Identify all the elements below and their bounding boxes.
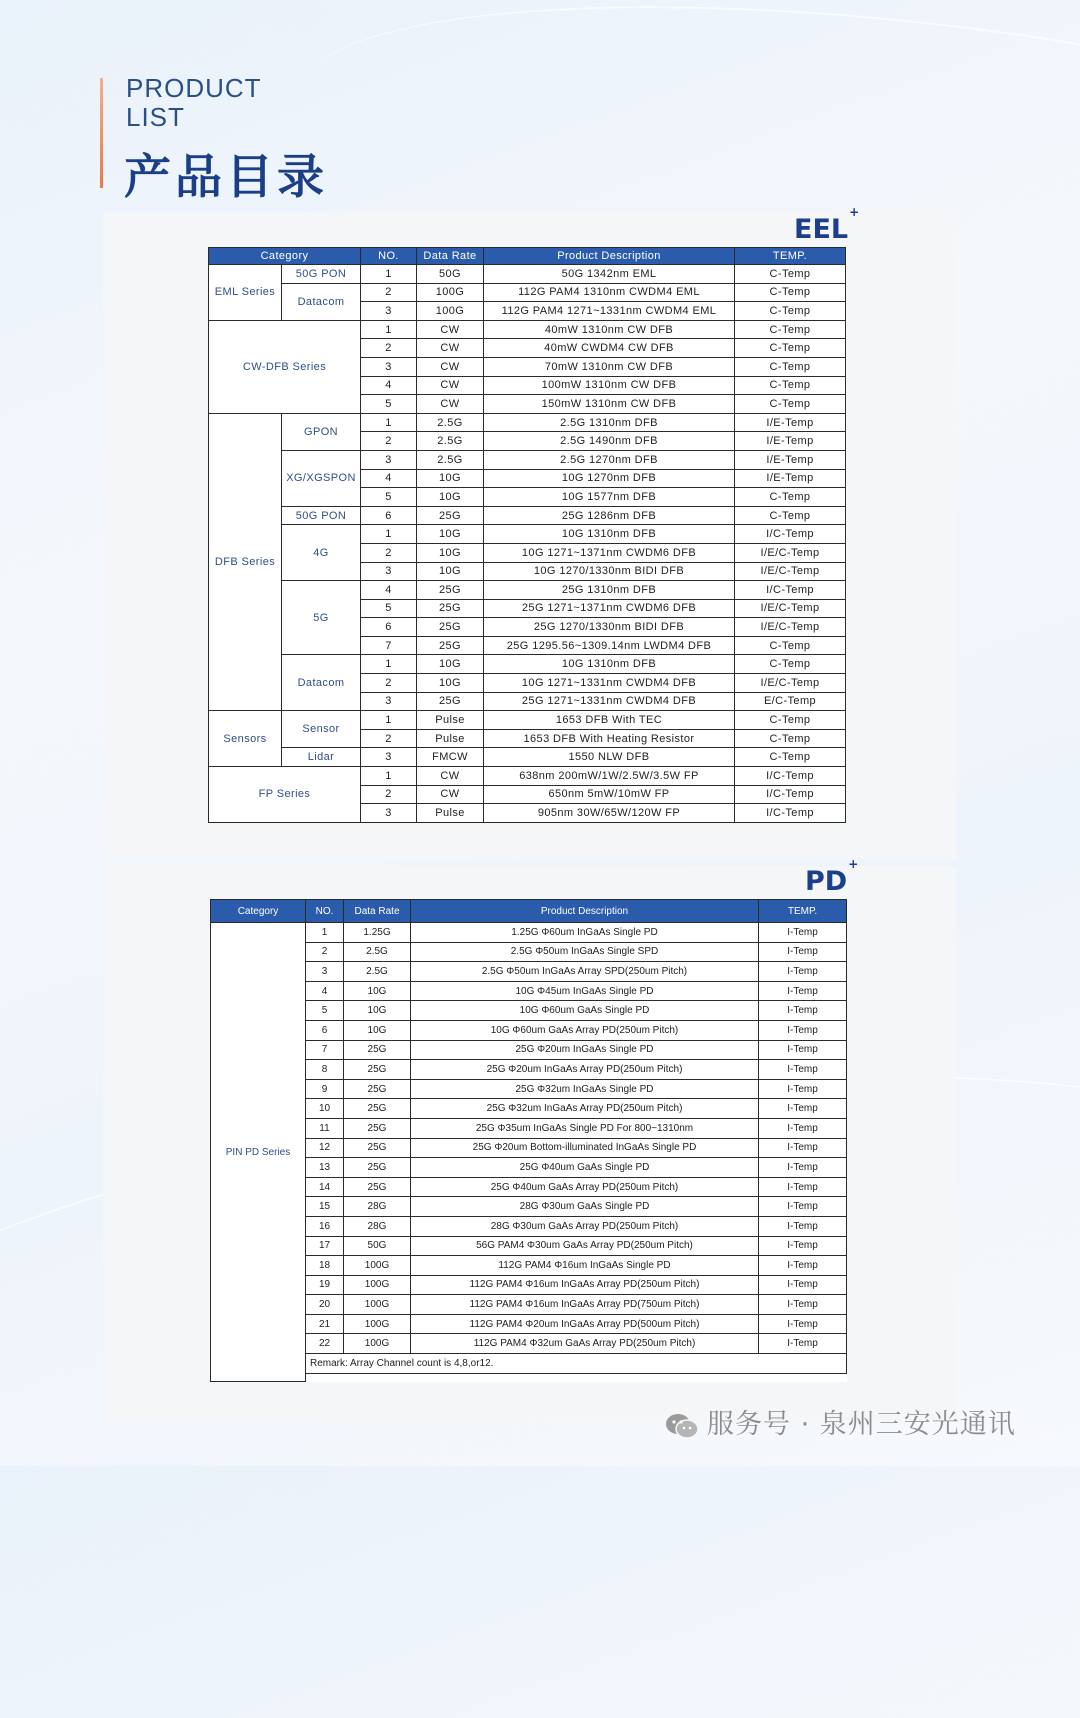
pd-cell-desc: 112G PAM4 Φ16um InGaAs Single PD: [411, 1256, 759, 1276]
pd-cell-no: 9: [306, 1079, 344, 1099]
pd-cell-temp: I-Temp: [759, 1295, 847, 1315]
pd-cell-temp: I-Temp: [759, 1099, 847, 1119]
eel-cell-no: 1: [361, 265, 417, 284]
eel-cell-desc: 10G 1270/1330nm BIDI DFB: [484, 562, 735, 581]
eel-cell-no: 6: [361, 618, 417, 637]
eel-cell-desc: 650nm 5mW/10mW FP: [484, 785, 735, 804]
eel-cell-temp: C-Temp: [735, 655, 846, 674]
eel-cell-temp: C-Temp: [735, 711, 846, 730]
pd-cell-rate: 10G: [344, 1001, 411, 1021]
eel-cell-temp: I/C-Temp: [735, 804, 846, 823]
eel-cell-desc: 10G 1270nm DFB: [484, 469, 735, 488]
eel-cell-temp: C-Temp: [735, 488, 846, 507]
pd-cell-no: 8: [306, 1060, 344, 1080]
pd-table-row: [211, 1197, 847, 1217]
title-en-line1: PRODUCT: [126, 73, 262, 103]
eel-cell-desc: 10G 1310nm DFB: [484, 525, 735, 544]
pd-cell-no: 20: [306, 1295, 344, 1315]
eel-table-row: [209, 413, 846, 432]
pd-spacer-cell: [306, 1373, 847, 1382]
pd-cell-no: 14: [306, 1177, 344, 1197]
pd-cell-rate: 100G: [344, 1334, 411, 1354]
eel-category-datacom2: Datacom: [282, 655, 361, 711]
pd-cell-desc: 25G Φ32um InGaAs Single PD: [411, 1079, 759, 1099]
eel-cell-no: 3: [361, 302, 417, 321]
pd-cell-temp: I-Temp: [759, 981, 847, 1001]
pd-cell-desc: 112G PAM4 Φ20um InGaAs Array PD(500um Pitch): [411, 1314, 759, 1334]
pd-cell-no: 17: [306, 1236, 344, 1256]
eel-cell-temp: I/C-Temp: [735, 581, 846, 600]
eel-cell-no: 5: [361, 599, 417, 618]
eel-cell-desc: 25G 1271~1331nm CWDM4 DFB: [484, 692, 735, 711]
pd-table-row: [211, 1275, 847, 1295]
pd-cell-temp: I-Temp: [759, 942, 847, 962]
pd-cell-temp: I-Temp: [759, 1040, 847, 1060]
pd-cell-desc: 1.25G Φ60um InGaAs Single PD: [411, 923, 759, 943]
eel-category-sensor: Sensor: [282, 711, 361, 748]
eel-header-temp: TEMP.: [735, 248, 846, 265]
pd-table-row: [211, 1079, 847, 1099]
pd-table-row: [211, 1236, 847, 1256]
pd-cell-no: 4: [306, 981, 344, 1001]
pd-table-row: [211, 1020, 847, 1040]
eel-cell-temp: C-Temp: [735, 376, 846, 395]
eel-category-cwdfb: CW-DFB Series: [209, 320, 361, 413]
eel-cell-no: 1: [361, 320, 417, 339]
pd-table-row: [211, 1177, 847, 1197]
pd-cell-desc: 25G Φ35um InGaAs Single PD For 800~1310nm: [411, 1118, 759, 1138]
eel-cell-rate: CW: [417, 320, 484, 339]
pd-cell-no: 22: [306, 1334, 344, 1354]
eel-table-row: [209, 283, 846, 302]
pd-cell-rate: 25G: [344, 1158, 411, 1178]
pd-table-row: [211, 1314, 847, 1334]
eel-cell-temp: I/E/C-Temp: [735, 562, 846, 581]
pd-cell-no: 21: [306, 1314, 344, 1334]
eel-cell-rate: 25G: [417, 599, 484, 618]
eel-cell-temp: C-Temp: [735, 506, 846, 525]
eel-cell-temp: C-Temp: [735, 320, 846, 339]
eel-cell-rate: 2.5G: [417, 450, 484, 469]
eel-cell-no: 2: [361, 674, 417, 693]
eel-cell-rate: 10G: [417, 488, 484, 507]
pd-table-row: [211, 962, 847, 982]
eel-cell-desc: 40mW CWDM4 CW DFB: [484, 339, 735, 358]
eel-category-5g: 5G: [282, 581, 361, 655]
pd-cell-temp: I-Temp: [759, 1314, 847, 1334]
pd-product-table: [210, 899, 847, 1382]
eel-cell-rate: 50G: [417, 265, 484, 284]
eel-header-no: NO.: [361, 248, 417, 265]
eel-logo-plus: +: [849, 205, 860, 219]
pd-cell-rate: 50G: [344, 1236, 411, 1256]
pd-table-row: [211, 1060, 847, 1080]
eel-cell-desc: 25G 1310nm DFB: [484, 581, 735, 600]
pd-table-row: [211, 1040, 847, 1060]
pd-table-row: [211, 923, 847, 943]
eel-header-rate: Data Rate: [417, 248, 484, 265]
pd-cell-rate: 100G: [344, 1314, 411, 1334]
eel-category-datacom: Datacom: [282, 283, 361, 320]
pd-cell-no: 7: [306, 1040, 344, 1060]
eel-cell-temp: I/C-Temp: [735, 767, 846, 786]
pd-cell-rate: 25G: [344, 1079, 411, 1099]
eel-cell-no: 2: [361, 432, 417, 451]
eel-cell-rate: CW: [417, 376, 484, 395]
eel-cell-desc: 2.5G 1490nm DFB: [484, 432, 735, 451]
pd-cell-temp: I-Temp: [759, 1216, 847, 1236]
eel-header-category: Category: [209, 248, 361, 265]
pd-cell-no: 10: [306, 1099, 344, 1119]
eel-cell-temp: I/E/C-Temp: [735, 674, 846, 693]
eel-cell-no: 5: [361, 488, 417, 507]
pd-header-rate: Data Rate: [344, 900, 411, 923]
pd-logo-text: PD: [805, 866, 848, 897]
eel-cell-rate: Pulse: [417, 729, 484, 748]
pd-cell-desc: 112G PAM4 Φ16um InGaAs Array PD(250um Pitch): [411, 1275, 759, 1295]
eel-cell-rate: 10G: [417, 655, 484, 674]
eel-cell-desc: 25G 1271~1371nm CWDM6 DFB: [484, 599, 735, 618]
eel-cell-rate: 10G: [417, 674, 484, 693]
eel-table-row: [209, 581, 846, 600]
eel-cell-desc: 1653 DFB With TEC: [484, 711, 735, 730]
pd-cell-rate: 25G: [344, 1177, 411, 1197]
pd-table-row: [211, 1334, 847, 1354]
pd-cell-desc: 10G Φ60um GaAs Array PD(250um Pitch): [411, 1020, 759, 1040]
eel-cell-no: 4: [361, 469, 417, 488]
pd-table-row: [211, 942, 847, 962]
pd-header-desc: Product Description: [411, 900, 759, 923]
eel-table-row: [209, 655, 846, 674]
eel-category-lidar: Lidar: [282, 748, 361, 767]
pd-table-row: [211, 1295, 847, 1315]
eel-header-desc: Product Description: [484, 248, 735, 265]
eel-cell-no: 5: [361, 395, 417, 414]
eel-cell-temp: C-Temp: [735, 283, 846, 302]
eel-cell-no: 1: [361, 711, 417, 730]
pd-cell-rate: 25G: [344, 1040, 411, 1060]
eel-cell-desc: 150mW 1310nm CW DFB: [484, 395, 735, 414]
eel-cell-temp: I/C-Temp: [735, 785, 846, 804]
pd-cell-rate: 100G: [344, 1256, 411, 1276]
pd-cell-no: 13: [306, 1158, 344, 1178]
eel-cell-no: 6: [361, 506, 417, 525]
eel-cell-no: 4: [361, 376, 417, 395]
pd-cell-desc: 25G Φ20um InGaAs Single PD: [411, 1040, 759, 1060]
pd-cell-no: 2: [306, 942, 344, 962]
eel-cell-rate: 25G: [417, 692, 484, 711]
pd-cell-temp: I-Temp: [759, 1118, 847, 1138]
eel-cell-temp: I/E-Temp: [735, 432, 846, 451]
eel-cell-temp: C-Temp: [735, 339, 846, 358]
pd-cell-rate: 25G: [344, 1099, 411, 1119]
eel-cell-desc: 10G 1271~1371nm CWDM6 DFB: [484, 543, 735, 562]
eel-cell-no: 1: [361, 767, 417, 786]
pd-cell-desc: 25G Φ40um GaAs Single PD: [411, 1158, 759, 1178]
pd-table-row: [211, 1158, 847, 1178]
eel-cell-desc: 40mW 1310nm CW DFB: [484, 320, 735, 339]
pd-cell-rate: 2.5G: [344, 962, 411, 982]
pd-cell-rate: 28G: [344, 1197, 411, 1217]
eel-cell-desc: 10G 1577nm DFB: [484, 488, 735, 507]
pd-cell-temp: I-Temp: [759, 923, 847, 943]
title-en-line2: LIST: [126, 102, 185, 132]
pd-cell-no: 5: [306, 1001, 344, 1021]
eel-cell-no: 2: [361, 729, 417, 748]
eel-cell-rate: FMCW: [417, 748, 484, 767]
pd-cell-desc: 28G Φ30um GaAs Array PD(250um Pitch): [411, 1216, 759, 1236]
pd-cell-no: 16: [306, 1216, 344, 1236]
eel-category-eml: EML Series: [209, 265, 282, 321]
pd-cell-temp: I-Temp: [759, 1079, 847, 1099]
eel-cell-desc: 50G 1342nm EML: [484, 265, 735, 284]
eel-cell-desc: 10G 1310nm DFB: [484, 655, 735, 674]
eel-cell-temp: C-Temp: [735, 357, 846, 376]
eel-table-row: [209, 711, 846, 730]
eel-cell-temp: I/C-Temp: [735, 525, 846, 544]
eel-cell-rate: Pulse: [417, 804, 484, 823]
eel-cell-rate: CW: [417, 339, 484, 358]
eel-table-row: [209, 265, 846, 284]
pd-cell-temp: I-Temp: [759, 1138, 847, 1158]
eel-cell-no: 4: [361, 581, 417, 600]
eel-cell-rate: 25G: [417, 636, 484, 655]
eel-table-row: [209, 525, 846, 544]
eel-cell-rate: 10G: [417, 543, 484, 562]
page-title-en: [126, 74, 262, 132]
eel-cell-no: 3: [361, 562, 417, 581]
eel-table-row: [209, 450, 846, 469]
pd-cell-rate: 1.25G: [344, 923, 411, 943]
pd-cell-rate: 10G: [344, 1020, 411, 1040]
eel-cell-no: 1: [361, 525, 417, 544]
pd-spacer-row: [211, 1373, 847, 1382]
eel-cell-temp: I/E-Temp: [735, 469, 846, 488]
eel-cell-rate: 10G: [417, 525, 484, 544]
pd-cell-temp: I-Temp: [759, 1158, 847, 1178]
eel-cell-rate: CW: [417, 357, 484, 376]
pd-cell-desc: 25G Φ32um InGaAs Array PD(250um Pitch): [411, 1099, 759, 1119]
watermark-text: 服务号 · 泉州三安光通讯: [707, 1409, 1016, 1440]
eel-cell-desc: 1550 NLW DFB: [484, 748, 735, 767]
pd-table-row: [211, 1216, 847, 1236]
pd-cell-temp: I-Temp: [759, 1060, 847, 1080]
eel-category-4g: 4G: [282, 525, 361, 581]
eel-cell-no: 2: [361, 339, 417, 358]
eel-cell-desc: 2.5G 1270nm DFB: [484, 450, 735, 469]
pd-cell-no: 12: [306, 1138, 344, 1158]
eel-cell-desc: 2.5G 1310nm DFB: [484, 413, 735, 432]
watermark: [665, 1402, 1016, 1441]
eel-cell-rate: 25G: [417, 506, 484, 525]
eel-cell-rate: 10G: [417, 469, 484, 488]
pd-cell-temp: I-Temp: [759, 1275, 847, 1295]
eel-cell-temp: C-Temp: [735, 395, 846, 414]
pd-cell-temp: I-Temp: [759, 1236, 847, 1256]
eel-cell-temp: C-Temp: [735, 636, 846, 655]
pd-cell-rate: 25G: [344, 1118, 411, 1138]
eel-category-gpon: GPON: [282, 413, 361, 450]
eel-table-row: [209, 748, 846, 767]
eel-cell-temp: C-Temp: [735, 302, 846, 321]
eel-cell-desc: 10G 1271~1331nm CWDM4 DFB: [484, 674, 735, 693]
pd-cell-no: 15: [306, 1197, 344, 1217]
eel-product-table: [208, 247, 846, 823]
eel-cell-desc: 70mW 1310nm CW DFB: [484, 357, 735, 376]
pd-table-row: [211, 981, 847, 1001]
pd-cell-rate: 10G: [344, 981, 411, 1001]
pd-cell-rate: 28G: [344, 1216, 411, 1236]
pd-table-row: [211, 1138, 847, 1158]
eel-cell-temp: I/E/C-Temp: [735, 543, 846, 562]
pd-cell-desc: 28G Φ30um GaAs Single PD: [411, 1197, 759, 1217]
eel-table-row: [209, 506, 846, 525]
eel-cell-desc: 100mW 1310nm CW DFB: [484, 376, 735, 395]
eel-cell-no: 1: [361, 655, 417, 674]
eel-cell-rate: 2.5G: [417, 413, 484, 432]
eel-cell-no: 7: [361, 636, 417, 655]
eel-category-sensors: Sensors: [209, 711, 282, 767]
eel-cell-temp: C-Temp: [735, 265, 846, 284]
pd-table-row: [211, 1099, 847, 1119]
eel-cell-temp: I/E/C-Temp: [735, 618, 846, 637]
eel-cell-desc: 112G PAM4 1310nm CWDM4 EML: [484, 283, 735, 302]
pd-category-pin-pd-series: PIN PD Series: [211, 923, 306, 1382]
pd-cell-no: 1: [306, 923, 344, 943]
eel-cell-no: 1: [361, 413, 417, 432]
pd-cell-rate: 2.5G: [344, 942, 411, 962]
pd-cell-desc: 2.5G Φ50um InGaAs Array SPD(250um Pitch): [411, 962, 759, 982]
eel-cell-desc: 905nm 30W/65W/120W FP: [484, 804, 735, 823]
pd-cell-desc: 112G PAM4 Φ16um InGaAs Array PD(750um Pitch): [411, 1295, 759, 1315]
eel-cell-rate: 10G: [417, 562, 484, 581]
pd-cell-desc: 25G Φ20um Bottom-illuminated InGaAs Single PD: [411, 1138, 759, 1158]
eel-cell-rate: Pulse: [417, 711, 484, 730]
eel-cell-no: 3: [361, 450, 417, 469]
pd-cell-no: 19: [306, 1275, 344, 1295]
pd-logo: [805, 857, 859, 897]
eel-cell-temp: I/E-Temp: [735, 413, 846, 432]
eel-cell-no: 3: [361, 692, 417, 711]
pd-header-temp: TEMP.: [759, 900, 847, 923]
eel-cell-rate: 2.5G: [417, 432, 484, 451]
eel-category-dfb: DFB Series: [209, 413, 282, 711]
eel-cell-rate: 25G: [417, 581, 484, 600]
pd-cell-no: 18: [306, 1256, 344, 1276]
eel-cell-desc: 25G 1270/1330nm BIDI DFB: [484, 618, 735, 637]
pd-cell-temp: I-Temp: [759, 1001, 847, 1021]
pd-cell-rate: 25G: [344, 1060, 411, 1080]
eel-cell-temp: E/C-Temp: [735, 692, 846, 711]
pd-cell-temp: I-Temp: [759, 962, 847, 982]
eel-logo-text: EEL: [794, 214, 849, 245]
eel-table-row: [209, 320, 846, 339]
wechat-icon: [665, 1413, 699, 1439]
pd-table-row: [211, 1001, 847, 1021]
pd-cell-desc: 10G Φ60um GaAs Single PD: [411, 1001, 759, 1021]
pd-cell-temp: I-Temp: [759, 1197, 847, 1217]
eel-cell-rate: 25G: [417, 618, 484, 637]
eel-cell-no: 2: [361, 543, 417, 562]
eel-category-fp: FP Series: [209, 767, 361, 823]
pd-cell-temp: I-Temp: [759, 1177, 847, 1197]
eel-cell-temp: I/E/C-Temp: [735, 599, 846, 618]
pd-cell-desc: 2.5G Φ50um InGaAs Single SPD: [411, 942, 759, 962]
eel-cell-no: 3: [361, 804, 417, 823]
pd-cell-no: 3: [306, 962, 344, 982]
pd-cell-rate: 25G: [344, 1138, 411, 1158]
eel-cell-rate: CW: [417, 785, 484, 804]
eel-cell-desc: 1653 DFB With Heating Resistor: [484, 729, 735, 748]
pd-cell-no: 11: [306, 1118, 344, 1138]
eel-cell-desc: 25G 1295.56~1309.14nm LWDM4 DFB: [484, 636, 735, 655]
eel-cell-desc: 25G 1286nm DFB: [484, 506, 735, 525]
pd-cell-rate: 100G: [344, 1275, 411, 1295]
eel-cell-desc: 638nm 200mW/1W/2.5W/3.5W FP: [484, 767, 735, 786]
title-accent-bar: [100, 78, 103, 188]
eel-cell-temp: C-Temp: [735, 748, 846, 767]
eel-cell-desc: 112G PAM4 1271~1331nm CWDM4 EML: [484, 302, 735, 321]
eel-cell-rate: CW: [417, 395, 484, 414]
eel-cell-no: 2: [361, 785, 417, 804]
eel-category-xg: XG/XGSPON: [282, 450, 361, 506]
pd-cell-temp: I-Temp: [759, 1334, 847, 1354]
pd-remark: Remark: Array Channel count is 4,8,or12.: [306, 1354, 847, 1374]
eel-cell-temp: I/E-Temp: [735, 450, 846, 469]
eel-header-row: [209, 248, 846, 265]
eel-cell-no: 3: [361, 357, 417, 376]
pd-cell-desc: 25G Φ40um GaAs Array PD(250um Pitch): [411, 1177, 759, 1197]
pd-cell-no: 6: [306, 1020, 344, 1040]
pd-table-row: [211, 1256, 847, 1276]
pd-cell-desc: 10G Φ45um InGaAs Single PD: [411, 981, 759, 1001]
pd-table-row: [211, 1118, 847, 1138]
pd-cell-temp: I-Temp: [759, 1020, 847, 1040]
eel-cell-rate: 100G: [417, 302, 484, 321]
pd-header-category: Category: [211, 900, 306, 923]
eel-table-row: [209, 767, 846, 786]
eel-cell-no: 3: [361, 748, 417, 767]
eel-cell-rate: 100G: [417, 283, 484, 302]
pd-header-no: NO.: [306, 900, 344, 923]
pd-remark-row: [211, 1354, 847, 1374]
eel-category-50g-pon2: 50G PON: [282, 506, 361, 525]
pd-cell-temp: I-Temp: [759, 1256, 847, 1276]
eel-cell-no: 2: [361, 283, 417, 302]
pd-cell-desc: 25G Φ20um InGaAs Array PD(250um Pitch): [411, 1060, 759, 1080]
pd-cell-desc: 56G PAM4 Φ30um GaAs Array PD(250um Pitch): [411, 1236, 759, 1256]
pd-logo-plus: +: [848, 857, 859, 871]
pd-header-row: [211, 900, 847, 923]
pd-cell-desc: 112G PAM4 Φ32um GaAs Array PD(250um Pitch): [411, 1334, 759, 1354]
pd-cell-rate: 100G: [344, 1295, 411, 1315]
eel-cell-temp: C-Temp: [735, 729, 846, 748]
eel-cell-rate: CW: [417, 767, 484, 786]
eel-logo: [794, 205, 860, 245]
eel-category-50g-pon: 50G PON: [282, 265, 361, 284]
page-title-cn: 产品目录: [124, 150, 328, 203]
